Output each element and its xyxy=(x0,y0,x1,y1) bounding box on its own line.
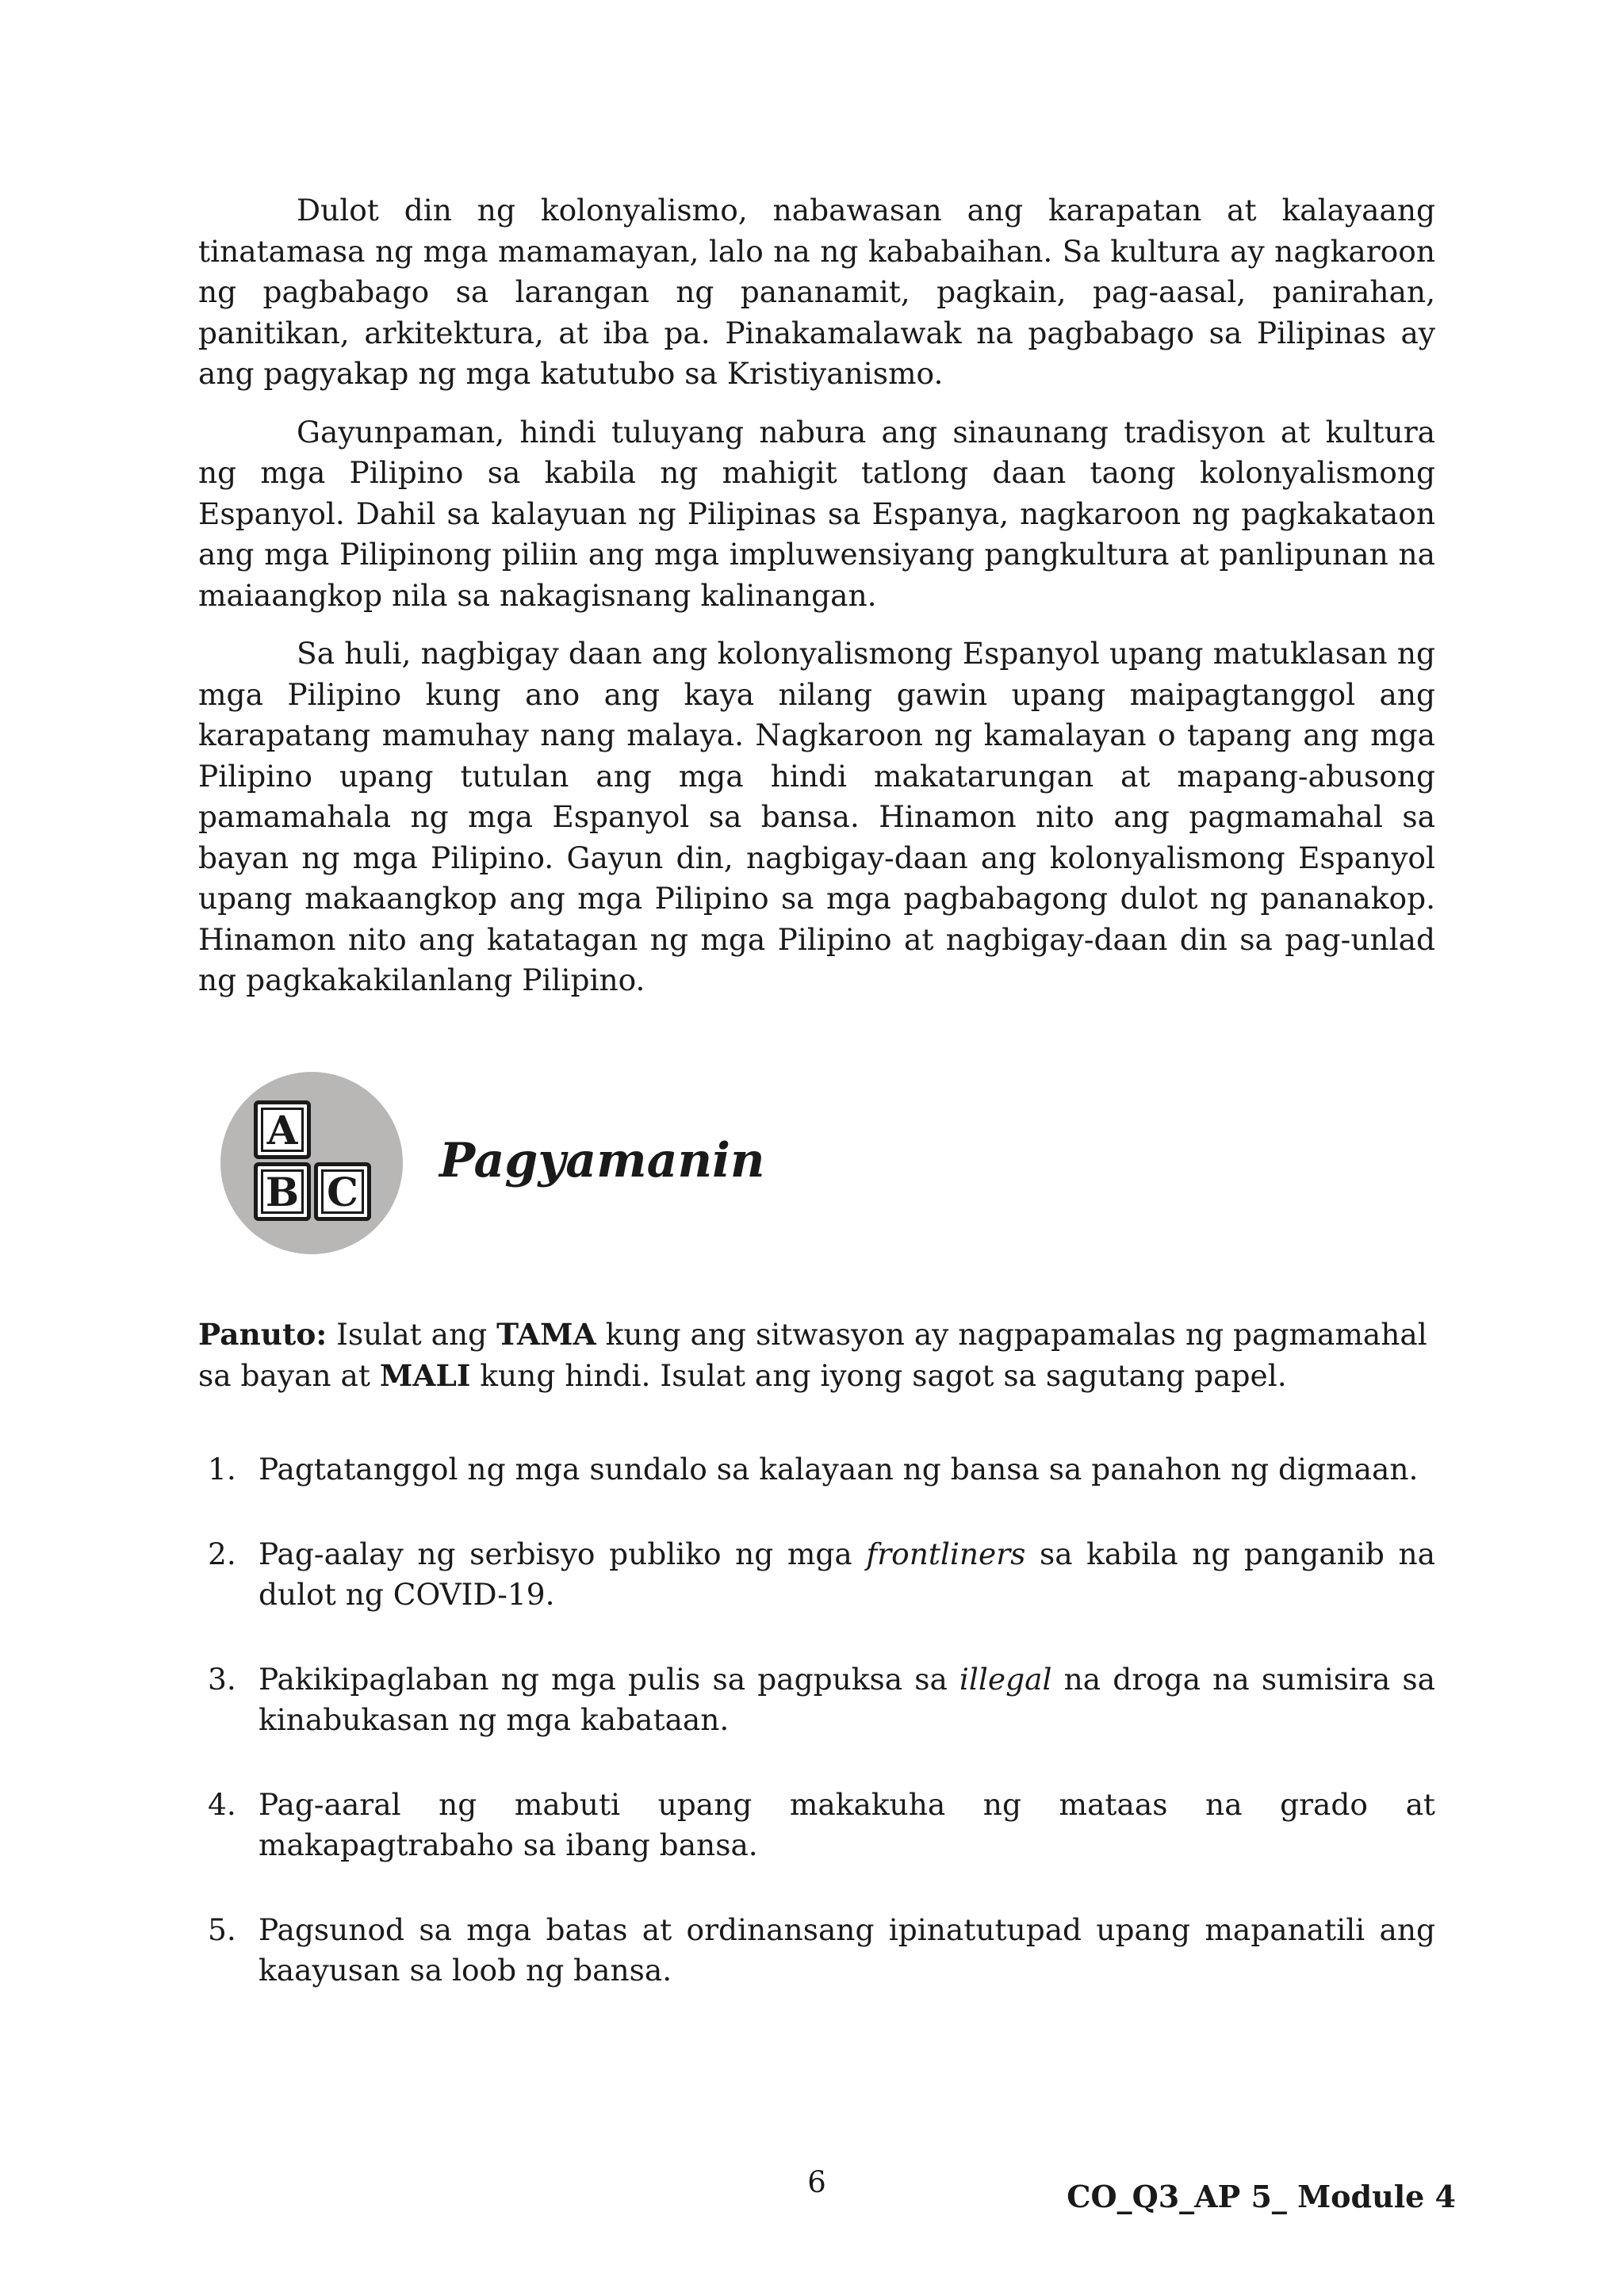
section-title: Pagyamanin xyxy=(439,1133,765,1188)
instructions-text-3: kung hindi. Isulat ang iyong sagot sa sagutang papel. xyxy=(470,1357,1287,1393)
intro-paragraph-3: Sa huli, nagbigay daan ang kolonyalismong Espanyol upang matuklasan ng mga Pilipino kung ano ang kaya nilang gawin upang maipagtanggol ang karapatang mamuhay nang malaya. Nagkaroon ng kamalayan o tapang ang mga Pilipino upang tutulan ang mga hindi makatarungan at mapang-abusong pamamahala ng mga Espanyol sa bansa. Hinamon nito ang pagmamahal sa bayan ng mga Pilipino. Gayun din, nagbigay-daan ang kolonyalismong Espanyol upang makaangkop ang mga Pilipino sa mga pagbabagong dulot ng pananakop. Hinamon nito ang katatagan ng mga Pilipino at nagbigay-daan din sa pag-unlad ng pagkakakilanlang Pilipino. xyxy=(198,636,1435,997)
list-item xyxy=(198,1659,1435,1741)
module-code: CO_Q3_AP 5_ Module 4 xyxy=(1067,2179,1456,2214)
intro-section xyxy=(198,190,1435,1019)
item-text: Pagtatanggol ng mga sundalo sa kalayaan ng bansa sa panahon ng digmaan. xyxy=(259,1452,1419,1487)
pagyamanin-header xyxy=(220,1072,1172,1262)
item-number: 3. xyxy=(208,1661,236,1697)
intro-paragraph-1: Dulot din ng kolonyalismo, nabawasan ang karapatan at kalayaang tinatamasa ng mga mamamayan, lalo na ng kababaihan. Sa kultura ay nagkaroon ng pagbabago sa larangan ng pananamit, pagkain, pag-aasal, panirahan, panitikan, arkitektura, at iba pa. Pinakamalawak na pagbabago sa Pilipinas ay ang pagyakap ng mga katutubo sa Kristiyanismo. xyxy=(198,193,1435,391)
list-item xyxy=(198,1910,1435,1992)
item-number: 2. xyxy=(208,1536,236,1571)
list-item xyxy=(198,1449,1435,1490)
item-text-italic: illegal xyxy=(959,1661,1052,1697)
instructions-label: Panuto: xyxy=(198,1317,327,1352)
item-number: 1. xyxy=(208,1452,236,1487)
keyword-tama: TAMA xyxy=(496,1317,596,1352)
instructions xyxy=(198,1314,1435,1396)
block-c-icon: C xyxy=(314,1162,371,1221)
item-text xyxy=(259,1662,1435,1738)
page-number: 6 xyxy=(807,2165,826,2199)
list-item xyxy=(198,1534,1435,1616)
list-item xyxy=(198,1785,1435,1866)
exercise-list xyxy=(198,1449,1435,1992)
item-text xyxy=(259,1536,1435,1613)
item-text-before: Pag-aalay ng serbisyo publiko ng mga xyxy=(259,1536,867,1571)
instructions-text-1: Isulat ang xyxy=(327,1317,497,1352)
item-text: Pagsunod sa mga batas at ordinansang ipinatutupad upang mapanatili ang kaayusan sa loob ng bansa. xyxy=(259,1911,1435,1988)
intro-paragraph-2: Gayunpaman, hindi tuluyang nabura ang sinaunang tradisyon at kultura ng mga Pilipino sa kabila ng mahigit tatlong daan taong kolonyalismong Espanyol. Dahil sa kalayuan ng Pilipinas sa Espanya, nagkaroon ng pagkakataon ang mga Pilipinong piliin ang mga impluwensiyang pangkultura at panlipunan na maiaangkop nila sa nakagisnang kalinangan. xyxy=(198,414,1435,613)
item-text-after: na droga na sumisira sa kinabukasan ng mga kabataan. xyxy=(259,1661,1436,1737)
abc-blocks-icon xyxy=(220,1072,403,1254)
item-text-after: sa kabila ng panganib na dulot ng COVID-19. xyxy=(259,1536,1435,1612)
item-number: 5. xyxy=(208,1911,236,1947)
block-b-icon: B xyxy=(254,1162,311,1221)
item-number: 4. xyxy=(208,1786,236,1822)
block-a-icon: A xyxy=(254,1100,311,1159)
item-text-italic: frontliners xyxy=(866,1536,1026,1571)
instructions-text-2: kung ang sitwasyon ay nagpapamalas ng pagmamahal sa bayan at xyxy=(198,1317,1427,1393)
keyword-mali: MALI xyxy=(379,1357,471,1393)
item-text-before: Pakikipaglaban ng mga pulis sa pagpuksa sa xyxy=(259,1661,959,1697)
item-text: Pag-aaral ng mabuti upang makakuha ng mataas na grado at makapagtrabaho sa ibang bansa. xyxy=(259,1786,1435,1862)
